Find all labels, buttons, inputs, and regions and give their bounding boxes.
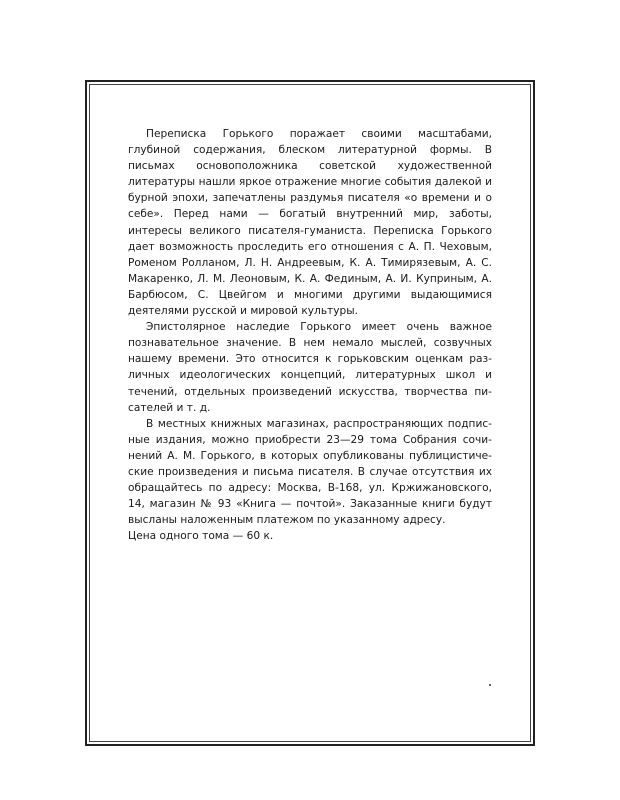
price-line: Цена одного тома — 60 к.	[128, 530, 274, 543]
paragraph-epistolary-heritage: Эпистолярное наследие Горького имеет очень важное познавательное значение. В нем немало мыслей, созвучных нашему времени. Это относится к горьковским оценкам различных идеологических концепций, литературных школ и течений, отдельных произведений искусства, творчества писателей и т. д.	[128, 321, 492, 414]
paragraph-correspondence: Переписка Горького поражает своими масштабами, глубиной содержания, блеском литературной формы. В письмах основоположника советской художественной литературы нашли яркое отражение многие события далекой и бурной эпохи, запечатлены раздумья писателя «о времени и о себе». Перед нами — богатый внутренний мир, заботы, интересы великого писателя-гуманиста. Переписка Горького дает возможность проследить его отношения с А. П. Чеховым, Роменом Ролланом, Л. Н. Андреевым, К. А. Тимирязевым, А. С. Макаренко, Л. М. Леоновым, К. А. Фединым, А. И. Куприным, А. Барбюсом, С. Цвейгом и многими другими выдающимися деятелями русской и мировой культуры.	[128, 128, 492, 318]
print-speck	[489, 684, 491, 686]
document-body	[128, 126, 492, 544]
subscription-notice: В местных книжных магазинах, распространяющих подписные издания, можно приобрести 23—29 тома Собрания сочинений А. М. Горького, в которых опубликованы публицистические произведения и письма писателя. В случае отсутствия их обращайтесь по адресу: Москва, В-168, ул. Кржижановского, 14, магазин № 93 «Книга — почтой». Заказанные книги будут высланы наложенным платежом по указанному адресу.	[128, 417, 492, 527]
